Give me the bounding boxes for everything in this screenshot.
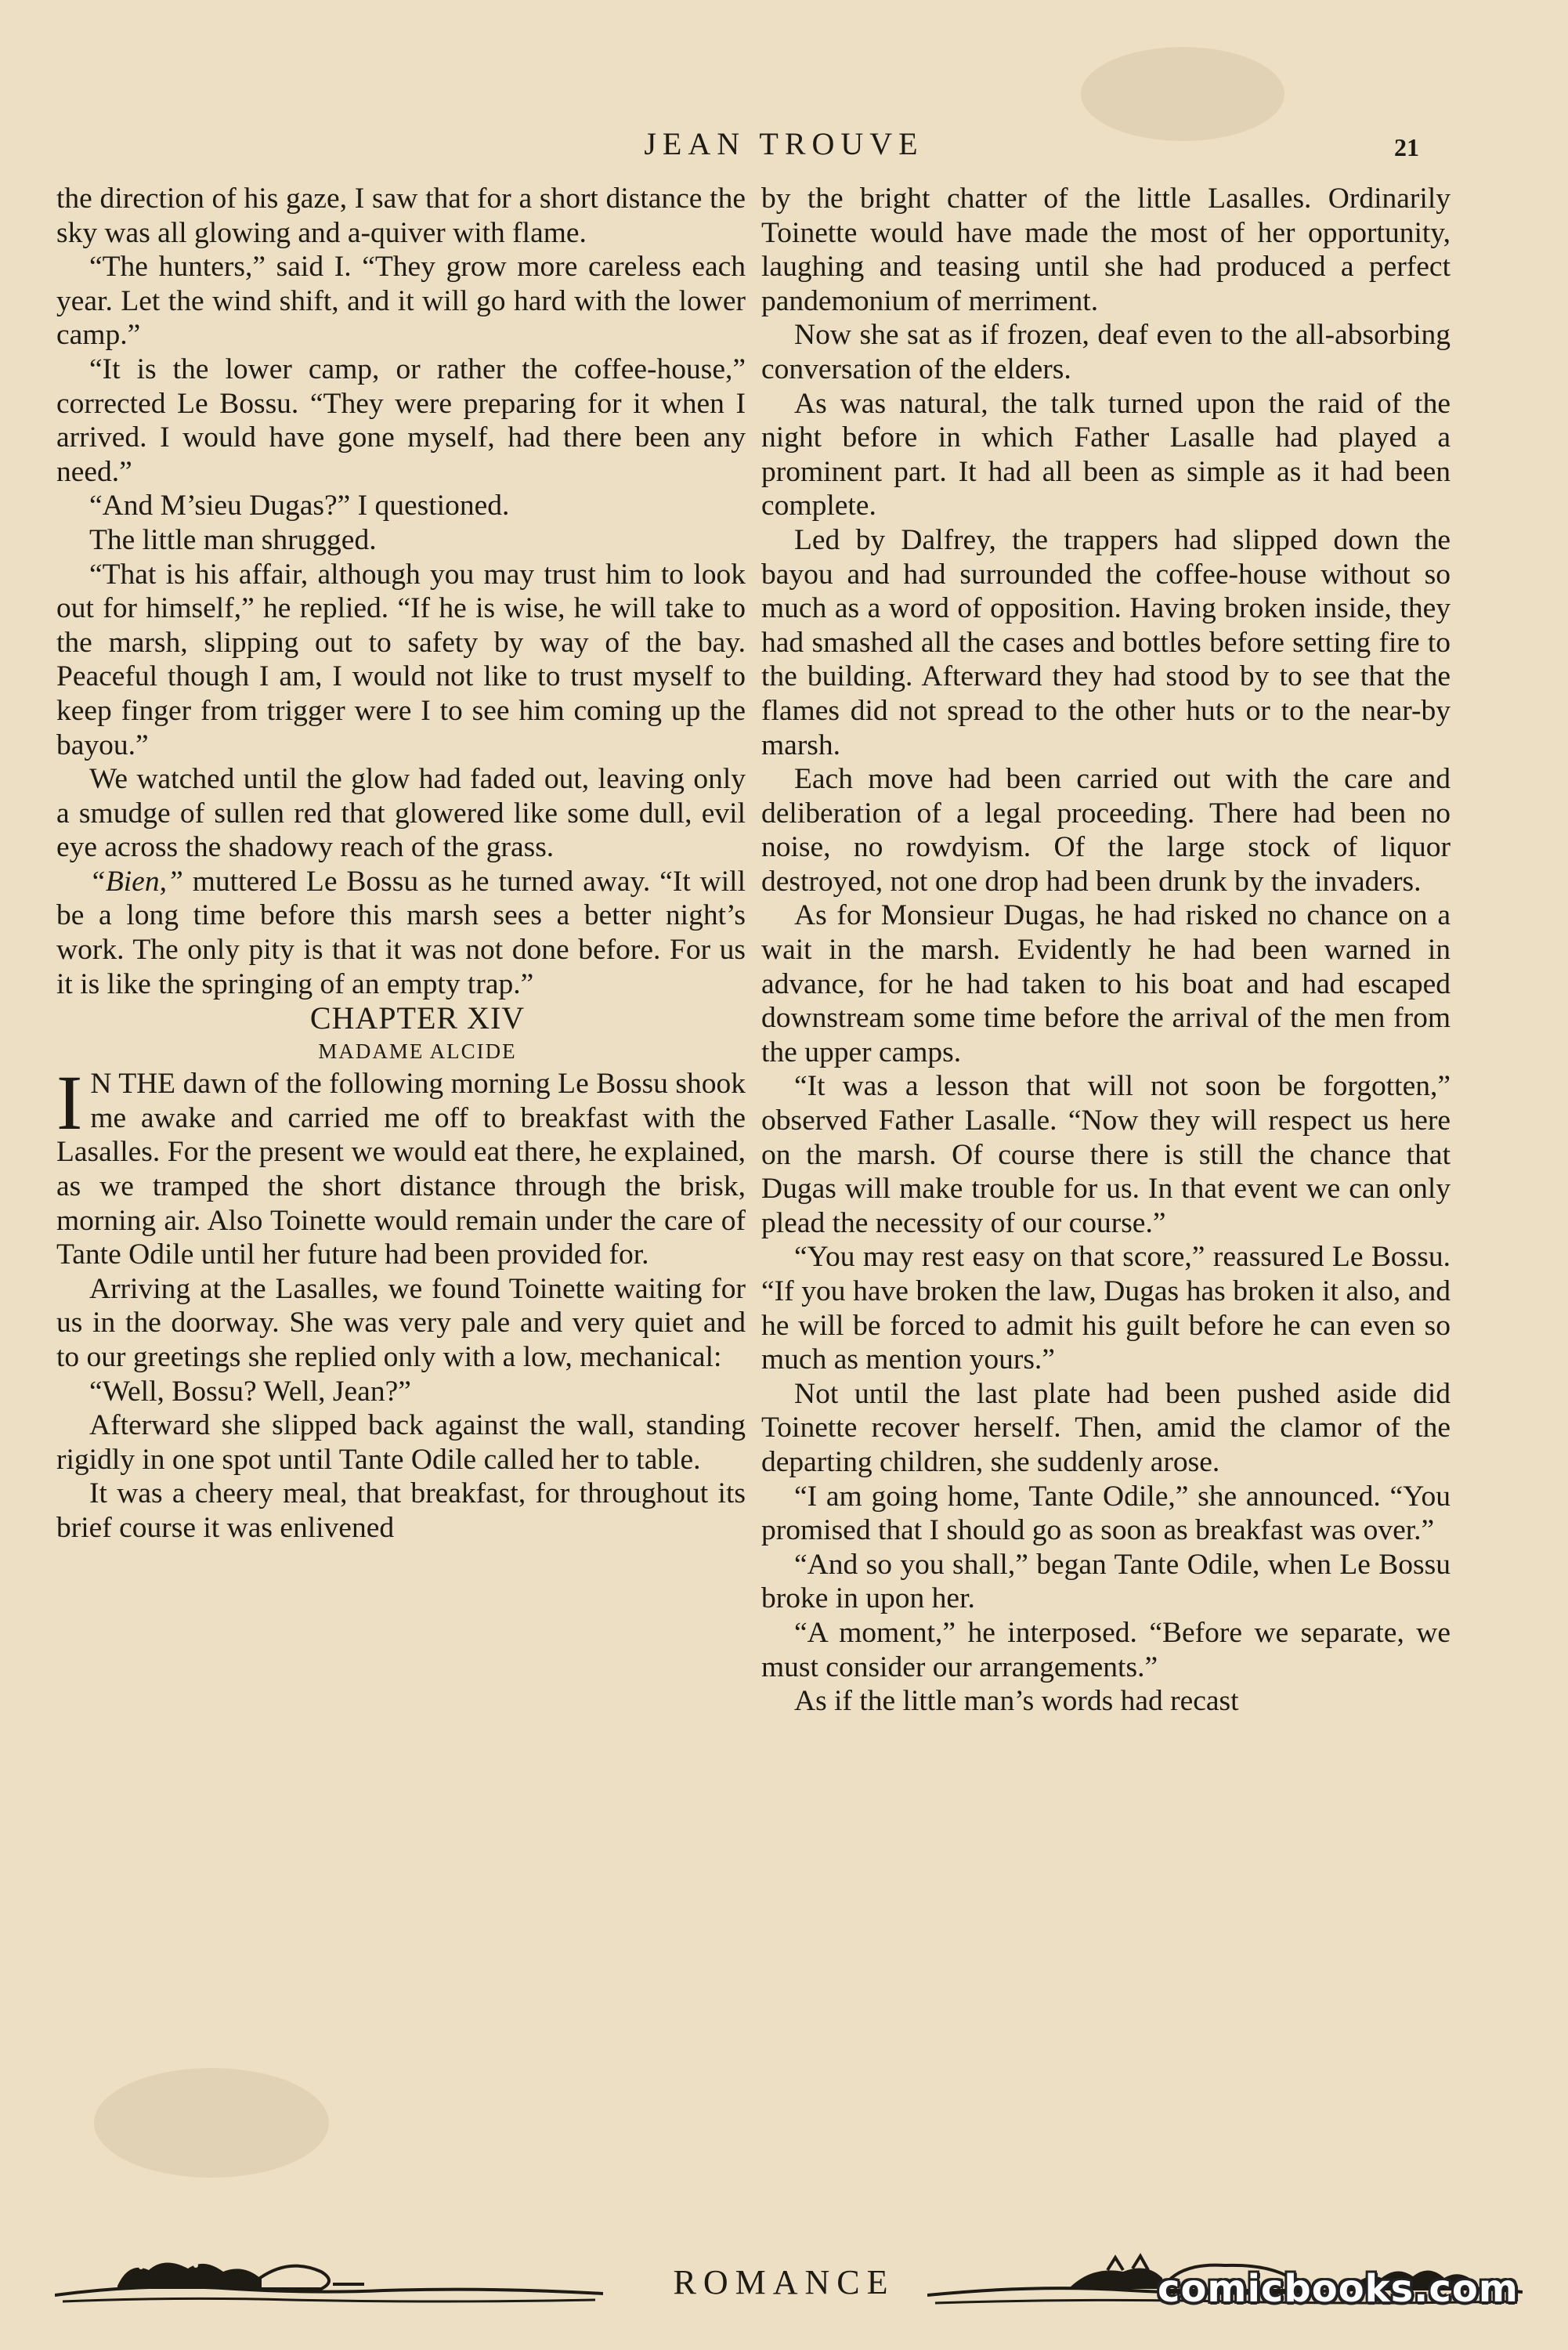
- paragraph: “I am going home, Tante Odile,” she announced. “You promised that I should go as soon as breakfast was over.”: [761, 1480, 1451, 1547]
- paragraph-text: muttered Le Bossu as he turned away. “It will be a long time before this marsh sees a better night’s work. The only pity is that it was not done before. For us it is like the springing of an empty trap.”: [56, 865, 746, 1000]
- watermark-logo: comicbooks.com: [1158, 2267, 1519, 2311]
- paper-stain: [94, 2068, 329, 2178]
- paragraph: As was natural, the talk turned upon the raid of the night before in which Father Lasalle had played a prominent part. It had all been as simple as it had been complete.: [761, 387, 1451, 522]
- small-caps-opening: N THE: [90, 1068, 176, 1101]
- paragraph: “It was a lesson that will not soon be forgotten,” observed Father Lasalle. “Now they will respect us here on the marsh. Of course there is still the chance that Dugas will make trouble for us. In that event we can only plead the necessity of our course.”: [761, 1070, 1451, 1239]
- paragraph: [56, 865, 746, 1001]
- paragraph: “The hunters,” said I. “They grow more careless each year. Let the wind shift, and it will go hard with the lower camp.”: [56, 251, 746, 352]
- paragraph: We watched until the glow had faded out, leaving only a smudge of sullen red that glowered like some dull, evil eye across the shadowy reach of the grass.: [56, 763, 746, 864]
- paragraph: “And M’sieu Dugas?” I questioned.: [89, 490, 510, 522]
- paragraph: Afterward she slipped back against the wall, standing rigidly in one spot until Tante Odile called her to table.: [56, 1409, 746, 1476]
- chapter-title: CHAPTER XIV: [309, 1000, 526, 1036]
- paragraph: Not until the last plate had been pushed aside did Toinette recover herself. Then, amid the clamor of the departing children, she suddenly arose.: [761, 1377, 1451, 1478]
- paragraph: “It is the lower camp, or rather the coffee-house,” corrected Le Bossu. “They were preparing for it when I arrived. I would have gone myself, had there been any need.”: [56, 352, 746, 488]
- italic-word: “Bien,”: [89, 865, 183, 898]
- paragraph: Now she sat as if frozen, deaf even to the all-absorbing conversation of the elders.: [761, 319, 1451, 385]
- paragraph-text: dawn of the following morning Le Bossu shook me awake and carried me off to breakfast with the Lasalles. For the present we would eat there, he explained, as we tramped the short distance through the brisk, morning air. Also Toinette would remain under the care of Tante Odile until her future had been provided for.: [56, 1068, 746, 1271]
- left-column: [56, 182, 746, 1546]
- chapter-subtitle: MADAME ALCIDE: [318, 1039, 517, 1064]
- paragraph: The little man shrugged.: [89, 523, 377, 556]
- paragraph: It was a cheery meal, that breakfast, for throughout its brief course it was enlivened: [56, 1477, 746, 1544]
- paragraph: the direction of his gaze, I saw that for a short distance the sky was all glowing and a-quiver with flame.: [56, 183, 746, 249]
- paragraph: by the bright chatter of the little Lasalles. Ordinarily Toinette would have made the most of her opportunity, laughing and teasing until she had produced a perfect pandemonium of merriment.: [761, 183, 1451, 317]
- paragraph: As for Monsieur Dugas, he had risked no chance on a wait in the marsh. Evidently he had been warned in advance, for he had taken to his boat and had escaped downstream some time before the arrival of the men from the upper camps.: [761, 899, 1451, 1068]
- drop-cap: I: [56, 1059, 83, 1147]
- paragraph: “And so you shall,” began Tante Odile, when Le Bossu broke in upon her.: [761, 1548, 1451, 1615]
- right-column: [761, 182, 1451, 1719]
- magazine-title: ROMANCE: [673, 2263, 895, 2301]
- paragraph: “A moment,” he interposed. “Before we separate, we must consider our arrangements.”: [761, 1616, 1451, 1683]
- paragraph: “Well, Bossu? Well, Jean?”: [89, 1375, 411, 1408]
- opening-paragraph: [56, 1059, 746, 1272]
- paragraph: Arriving at the Lasalles, we found Toinette waiting for us in the doorway. She was very pale and very quiet and to our greetings she replied only with a low, mechanical:: [56, 1272, 746, 1373]
- paragraph: Led by Dalfrey, the trappers had slipped down the bayou and had surrounded the coffee-house without so much as a word of opposition. Having broken inside, they had smashed all the cases and bottles before setting fire to the building. Afterward they had stood by to see that the flames did not spread to the other huts or to the near-by marsh.: [761, 523, 1451, 761]
- running-head: JEAN TROUVE: [644, 126, 924, 161]
- paragraph: “You may rest easy on that score,” reassured Le Bossu. “If you have broken the law, Dugas has broken it also, and he will be forced to admit his guilt before he can even so much as mention yours.”: [761, 1241, 1451, 1376]
- paragraph: As if the little man’s words had recast: [794, 1685, 1239, 1718]
- paragraph: “That is his affair, although you may trust him to look out for himself,” he replied. “If he is wise, he will take to the marsh, slipping out to safety by way of the bay. Peaceful though I am, I would not like to trust myself to keep finger from trigger were I to see him coming up the bayou.”: [56, 558, 746, 761]
- page-number: 21: [1394, 133, 1419, 161]
- paragraph: Each move had been carried out with the care and deliberation of a legal proceeding. There had been no noise, no rowdyism. Of the large stock of liquor destroyed, not one drop had been drunk by the invaders.: [761, 763, 1451, 898]
